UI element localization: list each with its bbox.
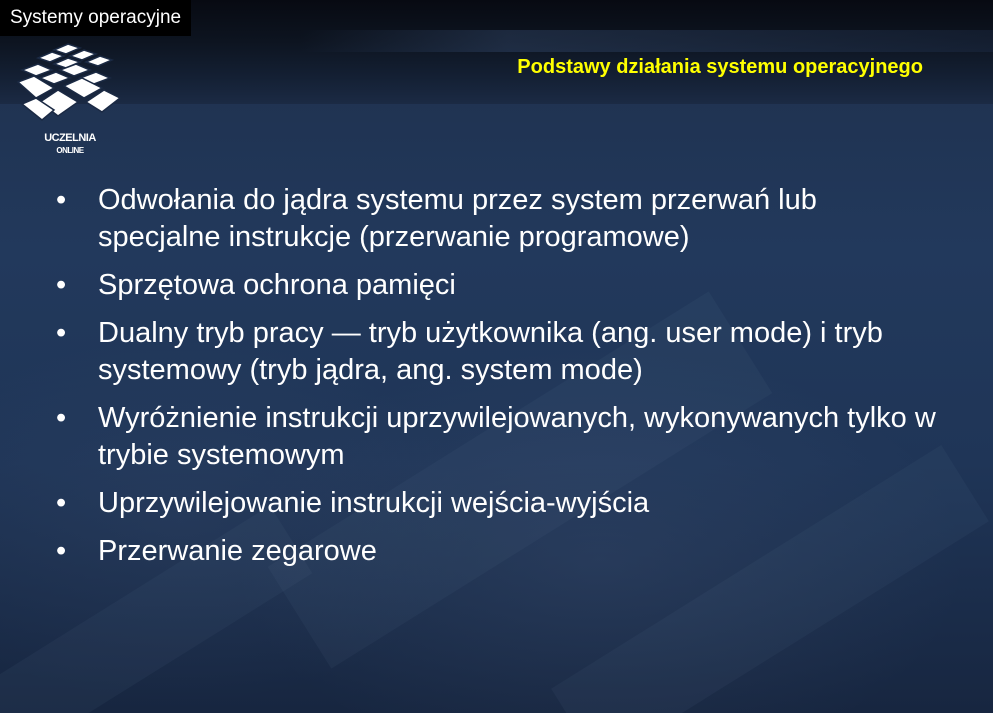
bullet-text: Dualny tryb pracy — tryb użytkownika (ang. user mode) i tryb systemowy (tryb jądra, ang. system mode) <box>98 317 883 386</box>
slide-title: Podstawy działania systemu operacyjnego <box>517 56 923 78</box>
bullet-text: Przerwanie zegarowe <box>98 535 377 567</box>
header-streak <box>300 30 993 52</box>
logo-text-online: ONLINE <box>56 146 84 155</box>
bullet-item <box>56 267 946 304</box>
bullet-icon: • <box>56 535 67 567</box>
bullet-icon: • <box>56 402 67 434</box>
bullet-text: Uprzywilejowanie instrukcji wejścia-wyjścia <box>98 487 650 519</box>
bullet-item <box>56 485 946 522</box>
bullet-item <box>56 182 946 256</box>
bullet-icon: • <box>56 487 67 519</box>
bullet-icon: • <box>56 317 67 349</box>
bullet-item <box>56 400 946 474</box>
bullet-item <box>56 533 946 570</box>
bullet-list <box>56 182 946 581</box>
bullet-item <box>56 315 946 389</box>
uczelnia-online-logo <box>14 40 126 158</box>
logo-tiles-icon <box>14 40 126 132</box>
bullet-icon: • <box>56 269 67 301</box>
bullet-icon: • <box>56 184 67 216</box>
course-label: Systemy operacyjne <box>0 0 191 36</box>
bullet-text: Wyróżnienie instrukcji uprzywilejowanych, wykonywanych tylko w trybie systemowym <box>98 402 936 471</box>
logo-text-uczelnia: UCZELNIA <box>44 132 96 144</box>
bullet-text: Odwołania do jądra systemu przez system przerwań lub specjalne instrukcje (przerwanie programowe) <box>98 184 817 253</box>
bullet-text: Sprzętowa ochrona pamięci <box>98 269 456 301</box>
